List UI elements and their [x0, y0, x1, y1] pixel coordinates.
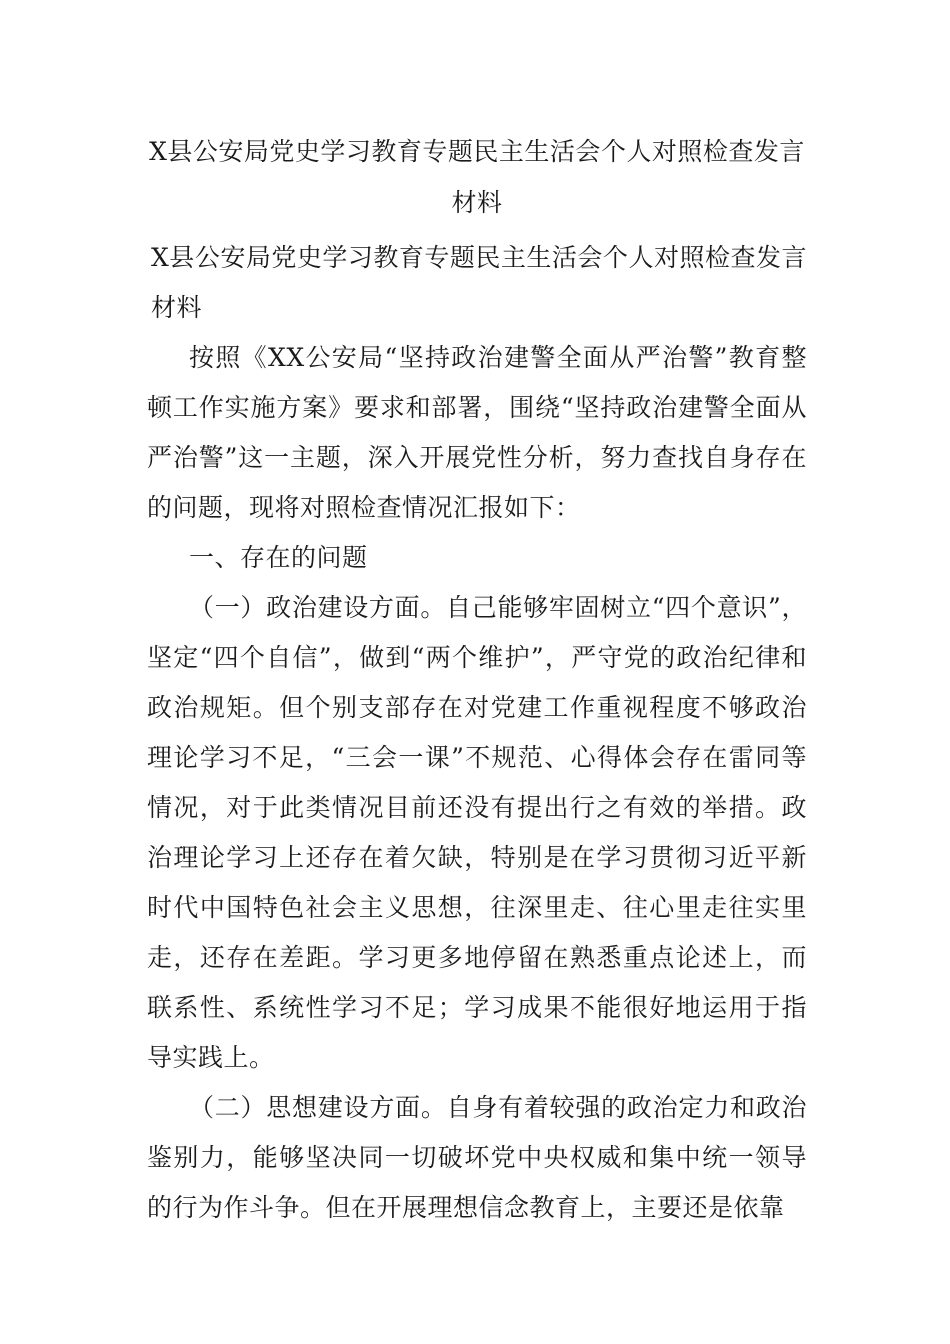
- section-heading: 一、存在的问题: [189, 543, 368, 572]
- political-building-paragraph: （一）政治建设方面。自己能够牢固树立“四个意识”，坚定“四个自信”，做到“两个维护”，严守党的政治纪律和政治规矩。但个别支部存在对党建工作重视程度不够政治理论学习不足，“三会一课”不规范、心得体会存在雷同等情况，对于此类情况目前还没有提出行之有效的举措。政治理论学习上还存在着欠缺，特别是在学习贯彻习近平新时代中国特色社会主义思想，往深里走、往心里走往实里走，还存在差距。学习更多地停留在熟悉重点论述上，而联系性、系统性学习不足；学习成果不能很好地运用于指导实践上。: [147, 593, 807, 1072]
- ideological-building-paragraph: （二）思想建设方面。自身有着较强的政治定力和政治鉴别力，能够坚决同一切破坏党中央权威和集中统一领导的行为作斗争。但在开展理想信念教育上，主要还是依靠: [147, 1093, 807, 1222]
- document-title: X县公安局党史学习教育专题民主生活会个人对照检查发言材料: [149, 137, 805, 217]
- document-body: [147, 126, 807, 1233]
- repeated-title-paragraph: X县公安局党史学习教育专题民主生活会个人对照检查发言材料: [151, 243, 807, 322]
- intro-paragraph: 按照《XX公安局“坚持政治建警全面从严治警”教育整顿工作实施方案》要求和部署，围绕“坚持政治建警全面从严治警”这一主题，深入开展党性分析，努力查找自身存在的问题，现将对照检查情况汇报如下：: [147, 343, 807, 522]
